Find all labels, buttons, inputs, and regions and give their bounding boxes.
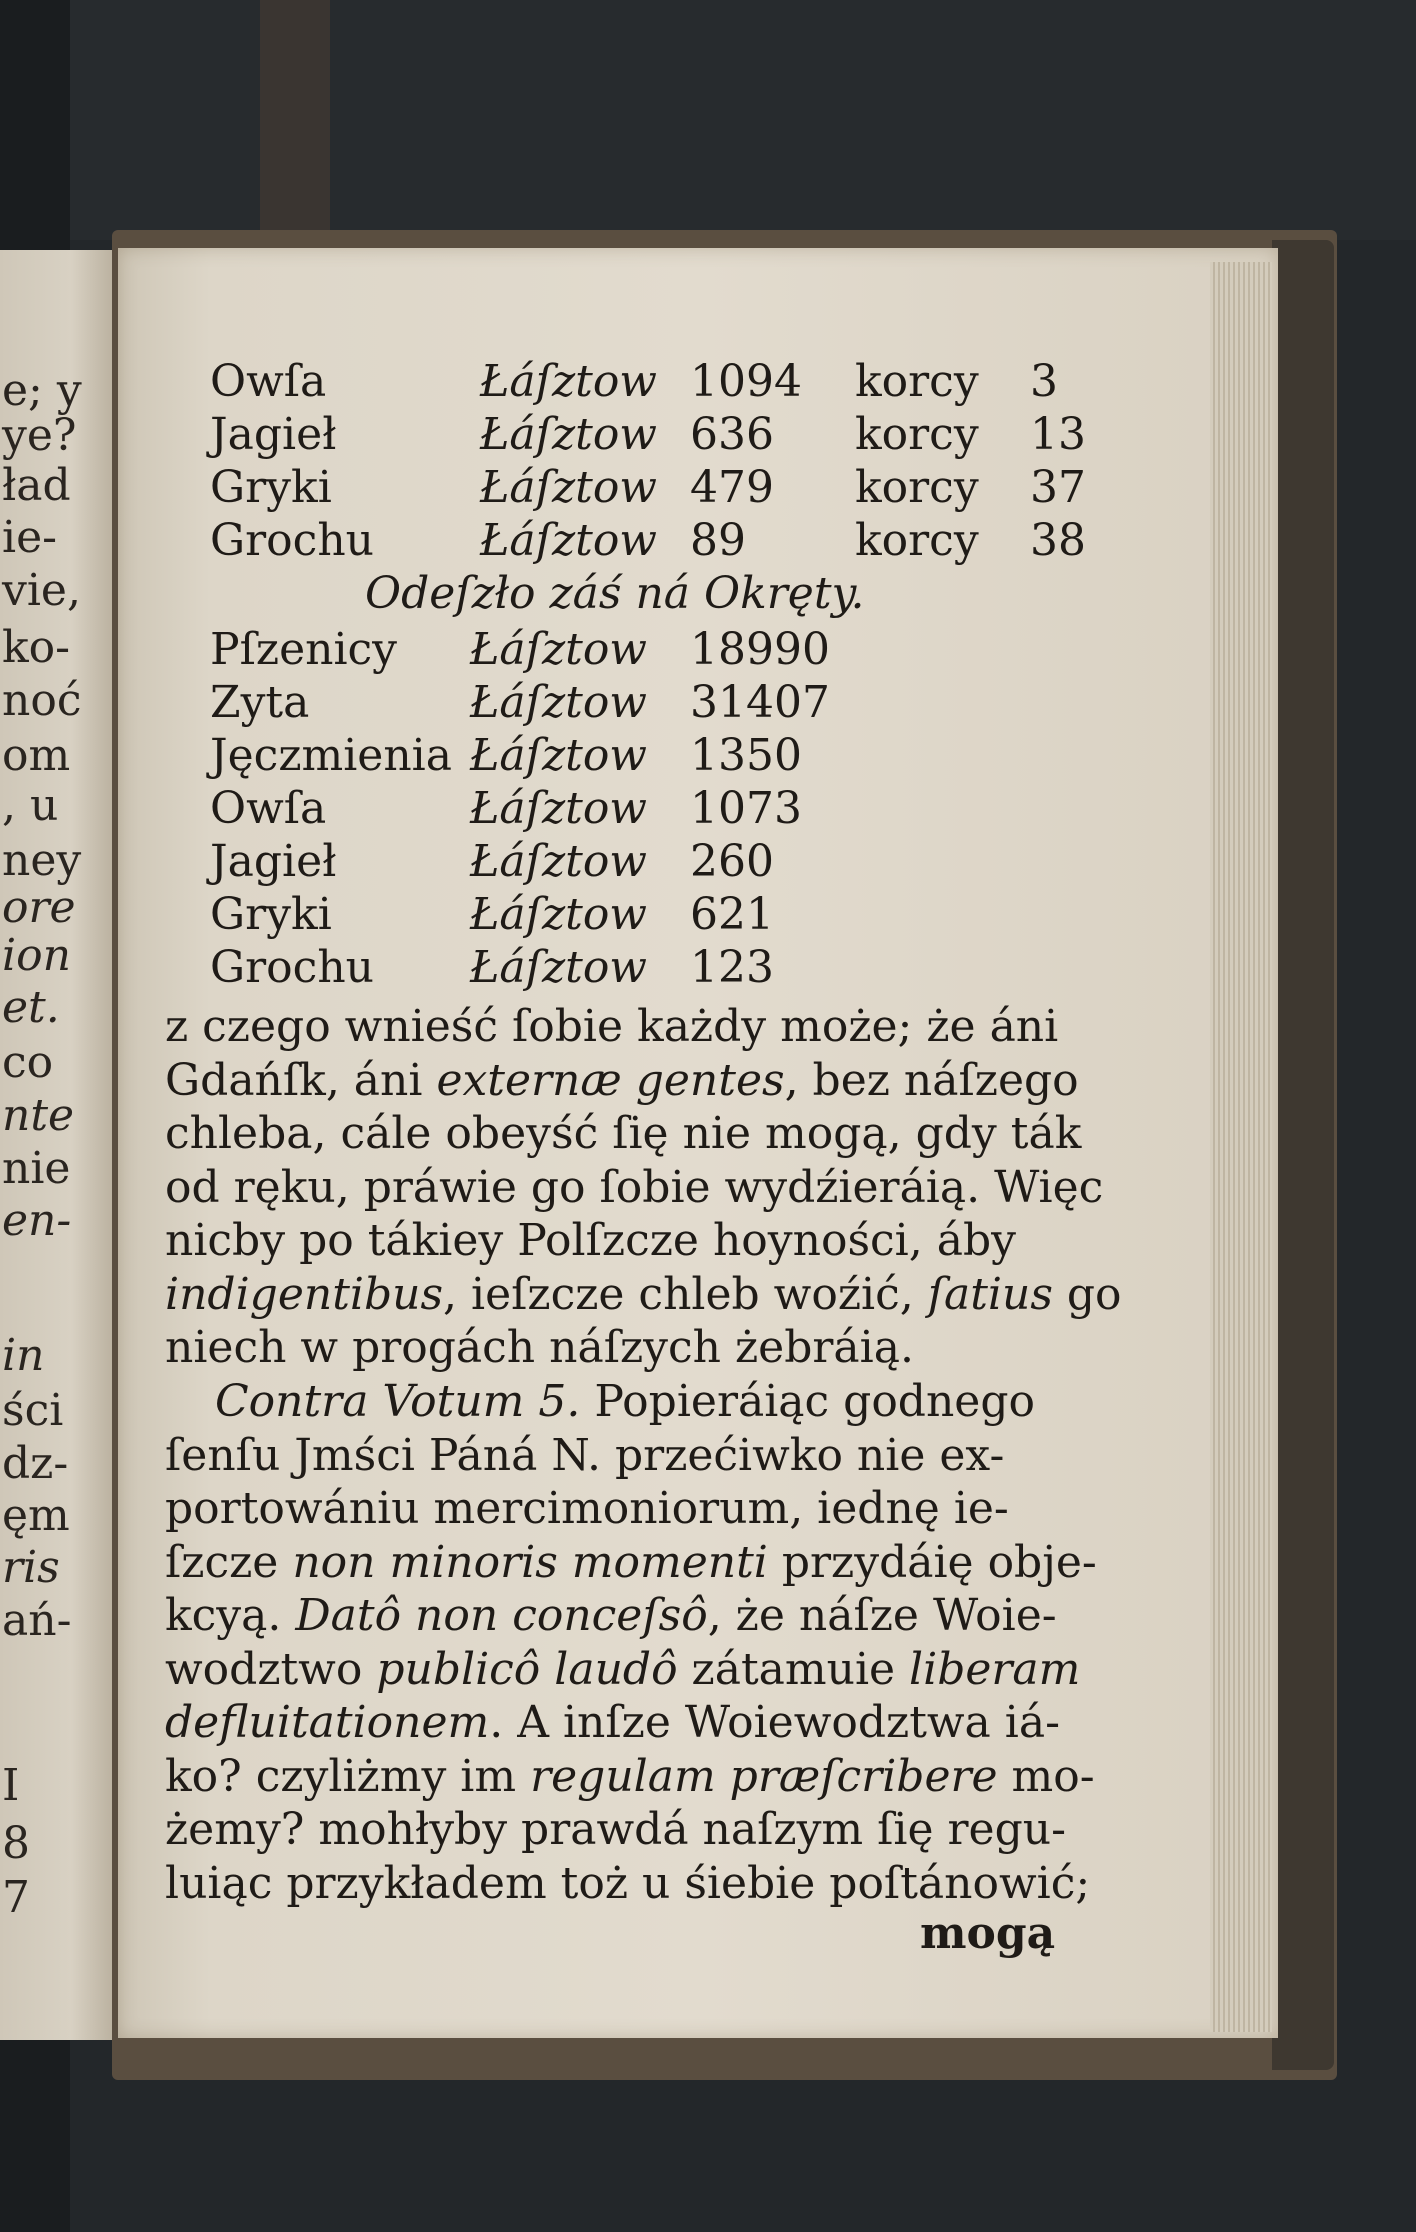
catchword: mogą [920, 1908, 1056, 1959]
text-segment: ſenſu Jmści Páná N. przećiwko nie ex- [165, 1429, 1005, 1481]
left-fragment: ion [2, 930, 71, 981]
table-top-cell-qty: 89 [690, 515, 746, 566]
table-top-cell-extra: 13 [1030, 409, 1086, 460]
left-fragment: vie, [2, 565, 81, 616]
table-bottom-cell-unit: Łáſztow [470, 942, 647, 993]
text-segment: non minoris momenti [292, 1536, 768, 1588]
left-fragment: nte [2, 1090, 75, 1141]
text-segment: zátamuie [677, 1643, 910, 1695]
table-bottom-cell-unit: Łáſztow [470, 889, 647, 940]
table-bottom-cell-grain: Jęczmienia [210, 730, 452, 781]
table-bottom-cell-unit: Łáſztow [470, 836, 647, 887]
text-segment: z czego wnieść ſobie każdy może; że áni [165, 1001, 1059, 1052]
table-bottom-cell-grain: Pſzenicy [210, 624, 398, 675]
left-fragment: ie- [2, 512, 57, 563]
left-fragment: et. [2, 982, 60, 1033]
table-bottom-cell-qty: 18990 [690, 624, 830, 675]
cover-edge [1272, 240, 1334, 2070]
table-top-cell-unit: Łáſztow [480, 515, 657, 566]
table-bottom-cell-grain: Jagieł [210, 836, 337, 887]
table-bottom-cell-qty: 260 [690, 836, 774, 887]
table-top-cell-unit: Łáſztow [480, 356, 657, 407]
left-fragment: , u [2, 780, 59, 831]
text-line [165, 1108, 1082, 1159]
table-top-cell-qty: 1094 [690, 356, 802, 407]
table-bottom-cell-qty: 1073 [690, 783, 802, 834]
text-segment: kcyą. [165, 1590, 296, 1641]
text-segment: defluitationem [165, 1697, 490, 1748]
left-fragment: co [2, 1037, 54, 1088]
table-top-cell-unit: Łáſztow [480, 409, 657, 460]
table-top-cell-measure: korcy [855, 462, 979, 513]
text-segment: . A inſze Woiewodztwa iá- [489, 1697, 1060, 1748]
table-top-cell-unit: Łáſztow [480, 462, 657, 513]
table-bottom-cell-grain: Gryki [210, 889, 332, 940]
text-segment: ſzcze [165, 1536, 293, 1588]
table-bottom-cell-unit: Łáſztow [470, 624, 647, 675]
table-bottom-cell-unit: Łáſztow [470, 783, 647, 834]
table-top-cell-measure: korcy [855, 409, 979, 460]
table-top-cell-grain: Jagieł [210, 409, 337, 460]
text-segment: regulam præſcribere [530, 1750, 998, 1802]
text-segment: mo- [997, 1750, 1095, 1802]
text-segment: externæ gentes [436, 1054, 785, 1106]
left-fragment: ye? [2, 410, 77, 461]
text-segment: chleba, cále obeyść ſię nie mogą, gdy ták [165, 1108, 1082, 1159]
left-fragment: nie [2, 1143, 71, 1194]
text-line [165, 1643, 1081, 1695]
text-segment: portowániu mercimoniorum, iednę ie- [165, 1483, 1009, 1534]
text-segment: przydáię obje- [767, 1536, 1097, 1588]
left-fragment: ney [2, 835, 82, 886]
table-top-cell-grain: Grochu [210, 515, 374, 566]
text-line [165, 1161, 1104, 1213]
table-top-cell-measure: korcy [855, 356, 979, 407]
table-bottom-cell-grain: Zyta [210, 677, 310, 728]
neighbor-book-spine [260, 0, 330, 260]
text-segment: niech w progách náſzych żebráią. [165, 1322, 914, 1373]
table-top-cell-extra: 37 [1030, 462, 1086, 513]
text-line [165, 1590, 1057, 1641]
text-line [165, 1322, 914, 1373]
table-top-cell-grain: Owſa [210, 356, 327, 407]
text-line [165, 1697, 1060, 1748]
text-line [165, 1001, 1059, 1052]
text-segment: liberam [909, 1643, 1081, 1695]
text-segment: go [1052, 1268, 1122, 1320]
text-segment: Gdańſk, áni [165, 1054, 437, 1106]
text-line [165, 1750, 1095, 1802]
text-segment: wodztwo [165, 1643, 377, 1695]
text-segment: , ieſzcze chleb woźić, [443, 1268, 928, 1320]
left-fragment: 7 [2, 1872, 30, 1923]
left-fragment: noć [2, 675, 82, 726]
text-segment: Datô non conceſsô [295, 1590, 708, 1641]
table-top-cell-measure: korcy [855, 515, 979, 566]
text-segment: publicô laudô [376, 1643, 678, 1695]
text-segment: żemy? mohłyby prawdá naſzym ſię regu- [165, 1804, 1066, 1855]
text-segment: nicby po tákiey Polſzcze hoyności, áby [165, 1215, 1016, 1266]
left-fragment: I [2, 1760, 20, 1811]
table-top-cell-extra: 38 [1030, 515, 1086, 566]
text-line [165, 1483, 1009, 1534]
page-edges [1210, 262, 1272, 2032]
left-fragment: ris [2, 1542, 60, 1593]
left-fragment: dz- [2, 1438, 69, 1489]
table-bottom-cell-qty: 1350 [690, 730, 802, 781]
text-segment: Popieráiąc godnego [580, 1376, 1036, 1427]
text-segment: od ręku, práwie go ſobie wydźieráią. Więc [165, 1161, 1104, 1213]
text-line [215, 1376, 1036, 1427]
left-fragment: ści [2, 1385, 64, 1436]
left-fragment: e; y [2, 365, 82, 416]
left-fragment: ęm [2, 1490, 70, 1541]
text-segment: luiąc przykładem toż u śiebie poſtánowić; [165, 1857, 1091, 1909]
text-line [165, 1429, 1005, 1481]
text-line [165, 1054, 1079, 1106]
table-bottom-cell-qty: 31407 [690, 677, 830, 728]
table-bottom-cell-grain: Grochu [210, 942, 374, 993]
text-line [165, 1857, 1091, 1909]
text-segment: ſatius [927, 1268, 1053, 1320]
table-bottom-cell-unit: Łáſztow [470, 677, 647, 728]
left-fragment: ład [2, 460, 71, 511]
text-segment: indigentibus [165, 1268, 444, 1320]
table-top-cell-extra: 3 [1030, 356, 1058, 407]
table-top-cell-grain: Gryki [210, 462, 332, 513]
table-bottom-cell-qty: 123 [690, 942, 774, 993]
left-fragment: en- [2, 1195, 72, 1246]
left-fragment: ko- [2, 622, 71, 673]
text-segment: , że náſze Woie- [707, 1590, 1057, 1641]
table-bottom-cell-unit: Łáſztow [470, 730, 647, 781]
left-page-fragment [0, 250, 121, 2040]
left-fragment: ań- [2, 1595, 72, 1646]
text-line [165, 1215, 1016, 1266]
text-segment: ko? czyliżmy im [165, 1750, 531, 1802]
text-line [165, 1536, 1097, 1588]
text-line [165, 1804, 1066, 1855]
left-fragment: 8 [2, 1818, 30, 1869]
section-heading: Odeſzło záś ná Okręty. [365, 568, 865, 619]
text-segment: , bez náſzego [784, 1054, 1079, 1106]
table-bottom-cell-grain: Owſa [210, 783, 327, 834]
left-fragment: ore [2, 882, 76, 933]
text-line [165, 1268, 1122, 1320]
table-bottom-cell-qty: 621 [690, 889, 774, 940]
left-fragment: om [2, 730, 71, 781]
left-fragment: in [2, 1330, 45, 1381]
table-top-cell-qty: 636 [690, 409, 774, 460]
text-segment: Contra Votum 5. [215, 1376, 581, 1427]
table-top-cell-qty: 479 [690, 462, 774, 513]
